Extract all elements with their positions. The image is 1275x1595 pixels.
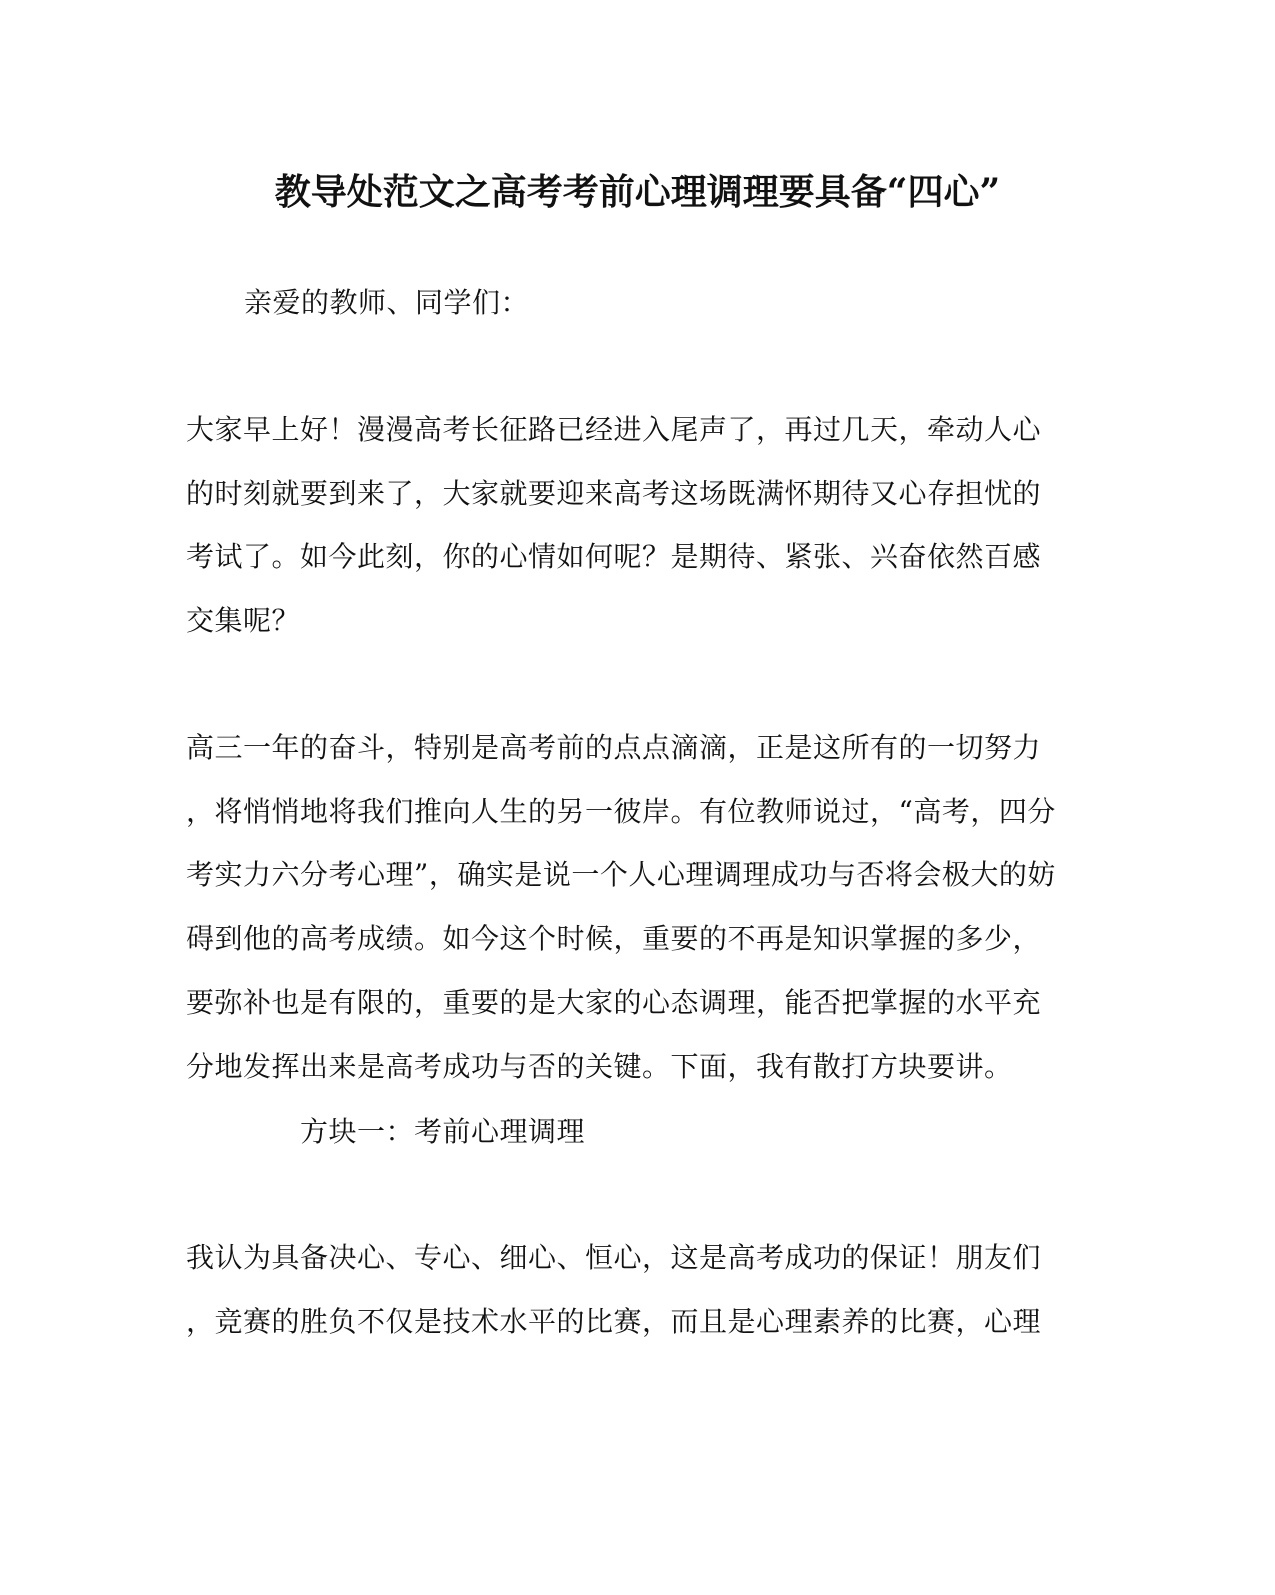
paragraph-2-line-2: ，将悄悄地将我们推向人生的另一彼岸。有位教师说过，“高考，四分: [186, 795, 1056, 828]
paragraph-2-line-1: 高三一年的奋斗，特别是高考前的点点滴滴，正是这所有的一切努力: [186, 731, 1042, 764]
paragraph-3-line-1: 我认为具备决心、专心、细心、恒心，这是高考成功的保证！朋友们: [186, 1241, 1042, 1274]
paragraph-2-line-4: 碍到他的高考成绩。如今这个时候，重要的不再是知识掌握的多少，: [186, 922, 1042, 955]
paragraph-2-line-5: 要弥补也是有限的，重要的是大家的心态调理，能否把掌握的水平充: [186, 986, 1042, 1019]
paragraph-2-line-6: 分地发挥出来是高考成功与否的关键。下面，我有散打方块要讲。: [186, 1050, 1013, 1083]
greeting-line: 亲爱的教师、同学们：: [244, 286, 530, 319]
paragraph-2-line-3: 考实力六分考心理”，确实是说一个人心理调理成功与否将会极大的妨: [186, 858, 1056, 891]
paragraph-1-line-2: 的时刻就要到来了，大家就要迎来高考这场既满怀期待又心存担忧的: [186, 477, 1042, 510]
section-heading: 方块一：考前心理调理: [300, 1115, 586, 1148]
paragraph-1-line-1: 大家早上好！漫漫高考长征路已经进入尾声了，再过几天，牵动人心: [186, 413, 1042, 446]
paragraph-1-line-3: 考试了。如今此刻，你的心情如何呢？是期待、紧张、兴奋依然百感: [186, 540, 1042, 573]
paragraph-3-line-2: ，竞赛的胜负不仅是技术水平的比赛，而且是心理素养的比赛，心理: [186, 1305, 1042, 1338]
document-title: 教导处范文之高考考前心理调理要具备“四心”: [274, 171, 1001, 213]
paragraph-1-line-4: 交集呢？: [186, 604, 301, 637]
